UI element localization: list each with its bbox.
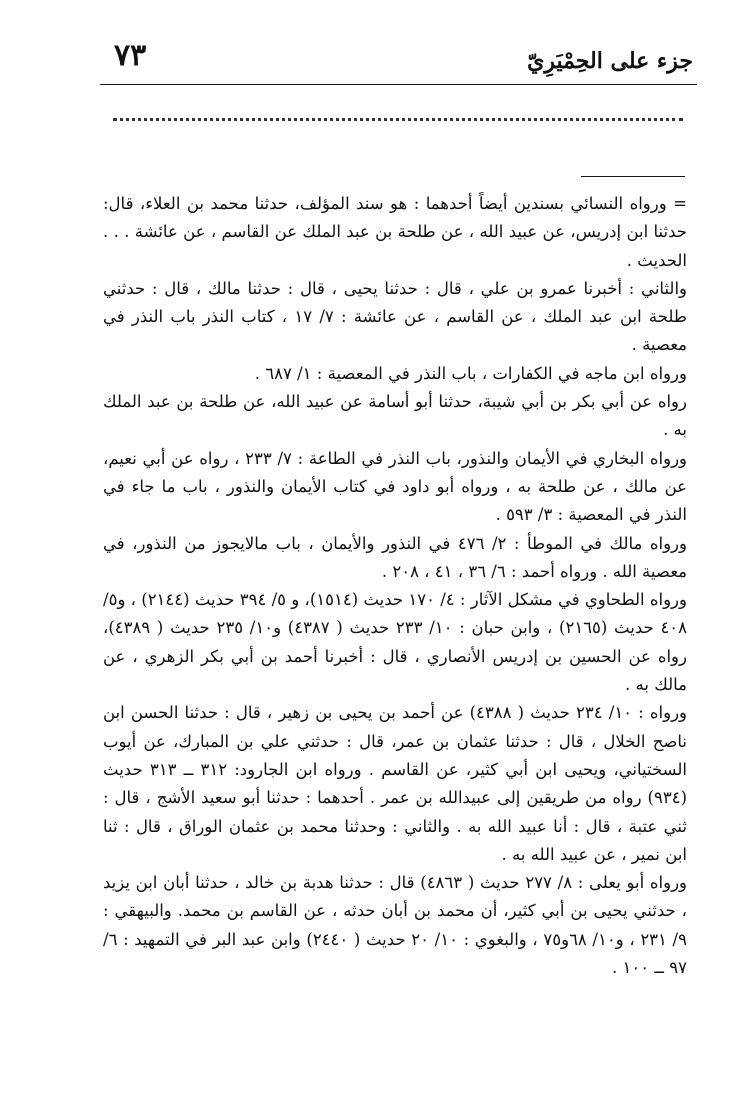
page-number: ٧٣ bbox=[114, 38, 147, 73]
footnote-paragraph: ورواه أبو يعلى : ٨/ ٢٧٧ حديث ( ٤٨٦٣) قال : حدثنا هدبة بن خالد ، حدثنا أبان ابن يزيد ، حدثني يحيى بن أبي كثير، أن محمد بن أبان حدثه ، عن القاسم بن محمد. والبيهقي : ٩/ ٢٣١ ، و١٠/ ٦٨و٧٥ ، والبغوي : ١٠/ ٢٠ حديث ( ٢٤٤٠) وابن عبد البر في التمهيد : ٦/ ٩٧ ــ ١٠٠ . bbox=[103, 873, 688, 978]
page-header bbox=[100, 34, 697, 85]
footnote-rule bbox=[581, 176, 685, 177]
footnote-text bbox=[103, 190, 687, 982]
footnote-paragraph: ورواه مالك في الموطأ : ٢/ ٤٧٦ في النذور والأيمان ، باب مالايجوز من النذور، في معصية الله . ورواه أحمد : ٦/ ٣٦ ، ٤١ ، ٢٠٨ . bbox=[103, 533, 687, 581]
footnote-paragraph: ورواه ابن ماجه في الكفارات ، باب النذر في المعصية : ١/ ٦٨٧ . bbox=[254, 363, 687, 383]
dotted-separator bbox=[113, 118, 683, 121]
footnote-paragraph: ورواه الطحاوي في مشكل الآثار : ٤/ ١٧٠ حديث (١٥١٤)، و ٥/ ٣٩٤ حديث (٢١٤٤) ، و٥/ ٤٠٨ حديث (٢١٦٥) ، وابن حبان : ١٠/ ٢٣٣ حديث ( ٤٣٨٧) و١٠/ ٢٣٥ حديث ( ٤٣٨٩)، رواه عن الحسين بن إدريس الأنصاري ، قال : أخبرنا أحمد بن أبي بكر الزهري ، عن مالك به . bbox=[103, 590, 688, 695]
footnote-paragraph: ورواه البخاري في الأيمان والنذور، باب النذر في الطاعة : ٧/ ٢٣٣ ، رواه عن أبي نعيم، عن مالك ، عن طلحة به ، ورواه أبو داود في كتاب الأيمان والنذور ، باب ما جاء في النذر في المعصية : ٣/ ٥٩٣ . bbox=[103, 448, 688, 525]
footnote-paragraph: رواه عن أبي بكر بن أبي شيبة، حدثنا أبو أسامة عن عبيد الله، عن طلحة بن عبد الملك به . bbox=[103, 392, 687, 440]
footnote-paragraph: والثاني : أخبرنا عمرو بن علي ، قال : حدثنا يحيى ، قال : حدثنا مالك ، قال : حدثني طلحة ابن عبد الملك ، عن القاسم ، عن عائشة : ٧/ ١٧ ، كتاب النذر باب النذر في معصية . bbox=[103, 278, 688, 355]
footnote-paragraph: ورواه : ١٠/ ٢٣٤ حديث ( ٤٣٨٨) عن أحمد بن يحيى بن زهير ، قال : حدثنا الحسن ابن ناصح الخلال ، قال : حدثنا عثمان بن عمر، قال : حدثني علي بن المبارك، عن أيوب السختياني، ويحيى ابن أبي كثير، عن القاسم . ورواه ابن الجارود: ٣١٢ ــ ٣١٣ حديث (٩٣٤) رواه من طريقين إلى عبيدالله بن عمر . أحدهما : حدثنا أبو سعيد الأشج ، قال : ثني عتبة ، قال : أنا عبيد الله به . والثاني : وحدثنا محمد بن عثمان الوراق ، قال : ثنا ابن نمير ، عن عبيد الله به . bbox=[103, 703, 688, 864]
running-title: جزء على الحِمْيَرِيّ bbox=[527, 48, 693, 74]
footnote-paragraph: = ورواه النسائي بسندين أيضاً أحدهما : هو سند المؤلف، حدثنا محمد بن العلاء، قال: حدثنا ابن إدريس، عن عبيد الله ، عن طلحة بن عبد الملك عن القاسم ، عن عائشة . . . الحديث . bbox=[103, 194, 687, 270]
